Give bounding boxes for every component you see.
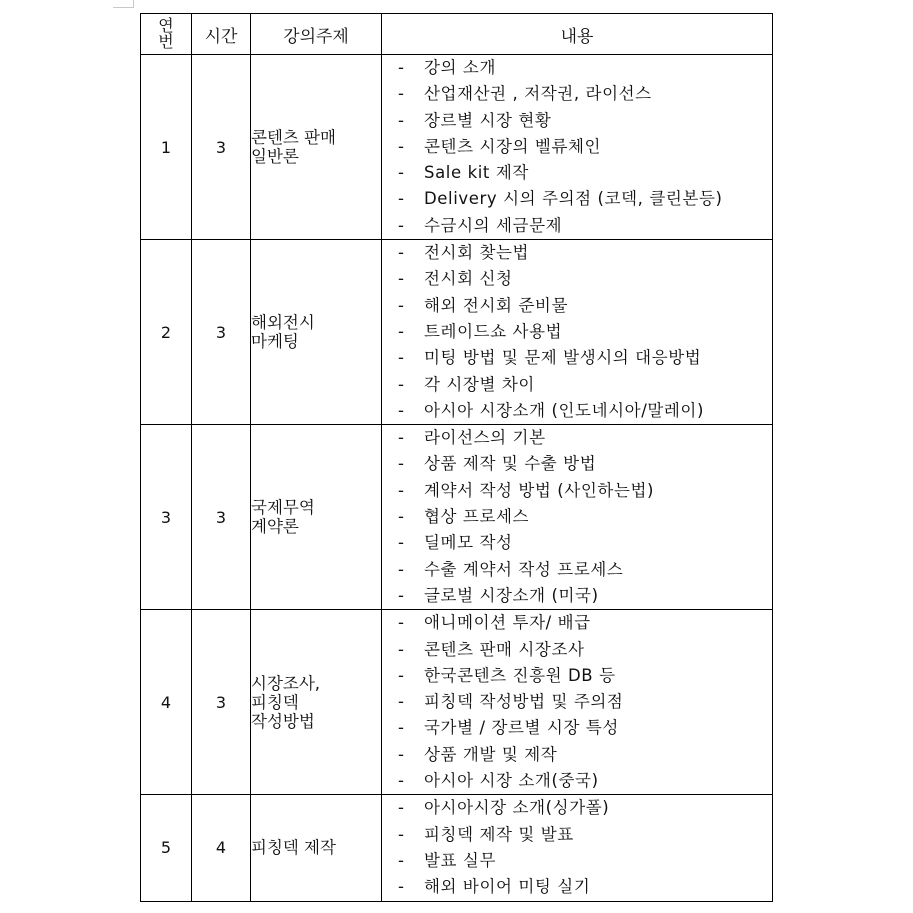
- row-topic: [251, 610, 382, 795]
- topic-line: 국제무역: [251, 498, 315, 518]
- table-row: [141, 425, 773, 610]
- header-number: [141, 14, 192, 55]
- content-item: - 수출 계약서 작성 프로세스: [398, 559, 624, 579]
- row-topic: [251, 425, 382, 610]
- table-row: [141, 240, 773, 425]
- topic-line: 작성방법: [251, 711, 315, 731]
- topic-line: 계약론: [251, 517, 299, 537]
- content-item: - Delivery 시의 주의점 (코덱, 클린본등): [398, 189, 723, 209]
- content-item: - 콘텐츠 판매 시장조사: [398, 639, 585, 659]
- content-item: - 한국콘텐츠 진흥원 DB 등: [398, 665, 616, 685]
- header-content: 내용: [382, 14, 773, 55]
- content-item: - 각 시장별 차이: [398, 374, 535, 394]
- topic-line: 일반론: [251, 147, 299, 167]
- table-row: [141, 55, 773, 240]
- content-item: - 해외 바이어 미팅 실기: [398, 877, 591, 897]
- row-hours: 4: [192, 795, 251, 901]
- topic-line: 해외전시: [251, 313, 315, 333]
- header-row: [141, 14, 773, 55]
- content-item: - 글로벌 시장소개 (미국): [398, 585, 599, 605]
- content-item: - 강의 소개: [398, 58, 497, 77]
- table-row: [141, 795, 773, 901]
- row-topic: [251, 795, 382, 901]
- topic-line: 시장조사,: [251, 673, 321, 693]
- content-item: - 미팅 방법 및 문제 발생시의 대응방법: [398, 348, 702, 368]
- row-hours: 3: [192, 240, 251, 425]
- content-item: - 해외 전시회 준비물: [398, 295, 569, 315]
- content-item: - Sale kit 제작: [398, 163, 529, 183]
- row-number: 1: [141, 55, 192, 240]
- row-content: [382, 795, 773, 901]
- content-item: - 애니메이션 투자/ 배급: [398, 613, 591, 633]
- content-item: - 딜메모 작성: [398, 533, 513, 553]
- content-item: - 발표 실무: [398, 850, 497, 870]
- content-item: - 산업재산권 , 저작권, 라이선스: [398, 84, 652, 104]
- row-hours: 3: [192, 55, 251, 240]
- content-item: - 상품 개발 및 제작: [398, 744, 558, 764]
- topic-line: 마케팅: [251, 332, 299, 352]
- row-content: [382, 425, 773, 610]
- row-number: 5: [141, 795, 192, 901]
- content-item: - 계약서 작성 방법 (사인하는법): [398, 480, 655, 500]
- content-item: - 상품 제작 및 수출 방법: [398, 454, 597, 474]
- topic-line: 피칭덱: [251, 692, 299, 712]
- content-item: - 피칭덱 제작 및 발표: [398, 824, 574, 844]
- row-hours: 3: [192, 425, 251, 610]
- course-schedule-table: [140, 13, 773, 902]
- content-item: - 아시아시장 소개(싱가폴): [398, 798, 610, 818]
- topic-line: 피칭덱 제작: [251, 838, 336, 858]
- header-number-line1: 연: [158, 16, 174, 35]
- row-number: 4: [141, 610, 192, 795]
- content-item: - 트레이드쇼 사용법: [398, 321, 563, 341]
- row-content: [382, 55, 773, 240]
- row-content: [382, 240, 773, 425]
- row-topic: [251, 240, 382, 425]
- topic-line: 콘텐츠 판매: [251, 128, 336, 148]
- content-item: - 전시회 신청: [398, 269, 513, 289]
- header-topic: 강의주제: [251, 14, 382, 55]
- content-item: - 콘텐츠 시장의 벨류체인: [398, 136, 602, 156]
- content-item: - 장르별 시장 현황: [398, 110, 552, 130]
- content-item: - 피칭덱 작성방법 및 주의점: [398, 692, 624, 712]
- row-number: 3: [141, 425, 192, 610]
- content-item: - 협상 프로세스: [398, 507, 530, 527]
- row-number: 2: [141, 240, 192, 425]
- row-topic: [251, 55, 382, 240]
- content-item: - 라이선스의 기본: [398, 428, 546, 448]
- content-item: - 수금시의 세금문제: [398, 215, 563, 235]
- table-row: [141, 610, 773, 795]
- row-hours: 3: [192, 610, 251, 795]
- content-item: - 국가별 / 장르별 시장 특성: [398, 718, 619, 738]
- page-corner-marker: [113, 0, 134, 8]
- header-hours: 시간: [192, 14, 251, 55]
- row-content: [382, 610, 773, 795]
- header-number-line2: 번: [158, 32, 174, 51]
- content-item: - 아시아 시장 소개(중국): [398, 771, 599, 791]
- content-item: - 전시회 찾는법: [398, 243, 530, 263]
- content-item: - 아시아 시장소개 (인도네시아/말레이): [398, 400, 705, 420]
